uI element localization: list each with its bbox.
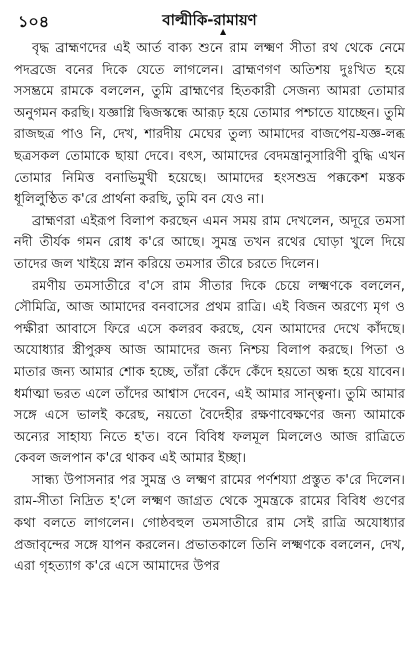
paragraph-1: বৃদ্ধ ব্রাহ্মণদের এই আর্ত বাক্য শুনে রাম লক্ষ্মণ সীতা রথ থেকে নেমে পদব্রজে বনের দিকে যেতে লাগলেন। ব্রাহ্মণগণ অতিশয় দুঃখিত হয়ে সসম্ভ্রমে রামকে বললেন, তুমি ব্রাহ্মণের হিতকারী সেজন্য আমরা তোমার অনুগমন করছি। যজ্ঞাগ্নি দ্বিজস্কন্ধে আরূঢ় হয়ে তোমার পশ্চাতে যাচ্ছেন। তুমি রাজছত্র পাও নি, দেখ, শারদীয় মেঘের তুল্য আমাদের বাজপেয়-যজ্ঞ-লব্ধ ছত্রসকল তোমাকে ছায়া দেবে। বৎস, আমাদের বেদমন্ত্রানুসারিণী বুদ্ধি এখন তোমার নিমিত্ত বনাভিমুখী হয়েছে। আমাদের হংসশুভ্র পক্ককেশ মস্তক ধূলিলুণ্ঠিত ক'রে প্রার্থনা করছি, তুমি বন যেও না। [14, 41, 405, 208]
paragraph-3: রমণীয় তমসাতীরে ব'সে রাম সীতার দিকে চেয়ে লক্ষ্মণকে বললেন, সৌমিত্রি, আজ আমাদের বনবাসের প্রথম রাত্রি। এই বিজন অরণ্যে মৃগ ও পক্ষীরা আবাসে ফিরে এসে কলরব করছে, যেন আমাদের দেখে কাঁদছে। অযোধ্যার স্ত্রীপুরুষ আজ আমাদের জন্য নিশ্চয় বিলাপ করছে। পিতা ও মাতার জন্য আমার শোক হচ্ছে, তাঁরা কেঁদে কেঁদে হয়তো অন্ধ হয়ে যাবেন। ধর্মাত্মা ভরত এলে তাঁদের আশ্বাস দেবেন, এই আমার সান্ত্বনা। তুমি আমার সঙ্গে এসে ভালই করেছ, নয়তো বৈদেহীর রক্ষণাবেক্ষণের জন্য আমাকে অন্যের সাহায্য নিতে হ'ত। বনে বিবিধ ফলমূল মিললেও আজ রাত্রিতে কেবল জলপান ক'রে থাকব এই আমার ইচ্ছা। [14, 278, 405, 467]
page-number: ১০৪ [18, 12, 50, 31]
page-header [14, 4, 405, 38]
paragraph-4: সান্ধ্য উপাসনার পর সুমন্ত্র ও লক্ষ্মণ রামের পর্ণশয্যা প্রস্তুত ক'রে দিলেন। রাম-সীতা নিদ্রিত হ'লে লক্ষ্মণ জাগ্রত থেকে সুমন্ত্রকে রামের বিবিধ গুণের কথা বলতে লাগলেন। গোষ্ঠবহুল তমসাতীরে রাম সেই রাত্রি অযোধ্যার প্রজাবৃন্দের সঙ্গে যাপন করলেন। প্রভাতকালে তিনি লক্ষ্মণকে বললেন, দেখ, এরা গৃহত্যাগ ক'রে এসে আমাদের উপর [14, 472, 405, 575]
caret-mark-icon: ▲ [220, 27, 227, 36]
paragraph-2: ব্রাহ্মণরা এইরূপ বিলাপ করছেন এমন সময় রাম দেখলেন, অদূরে তমসা নদী তীর্যক গমন রোধ ক'রে আছে। সুমন্ত্র তখন রথের ঘোড়া খুলে দিয়ে তাদের জল খাইয়ে স্নান করিয়ে তমসার তীরে চরতে দিলেন। [14, 213, 405, 272]
running-title: বাল্মীকি-রামায়ণ [162, 11, 257, 29]
page-body [14, 38, 405, 578]
